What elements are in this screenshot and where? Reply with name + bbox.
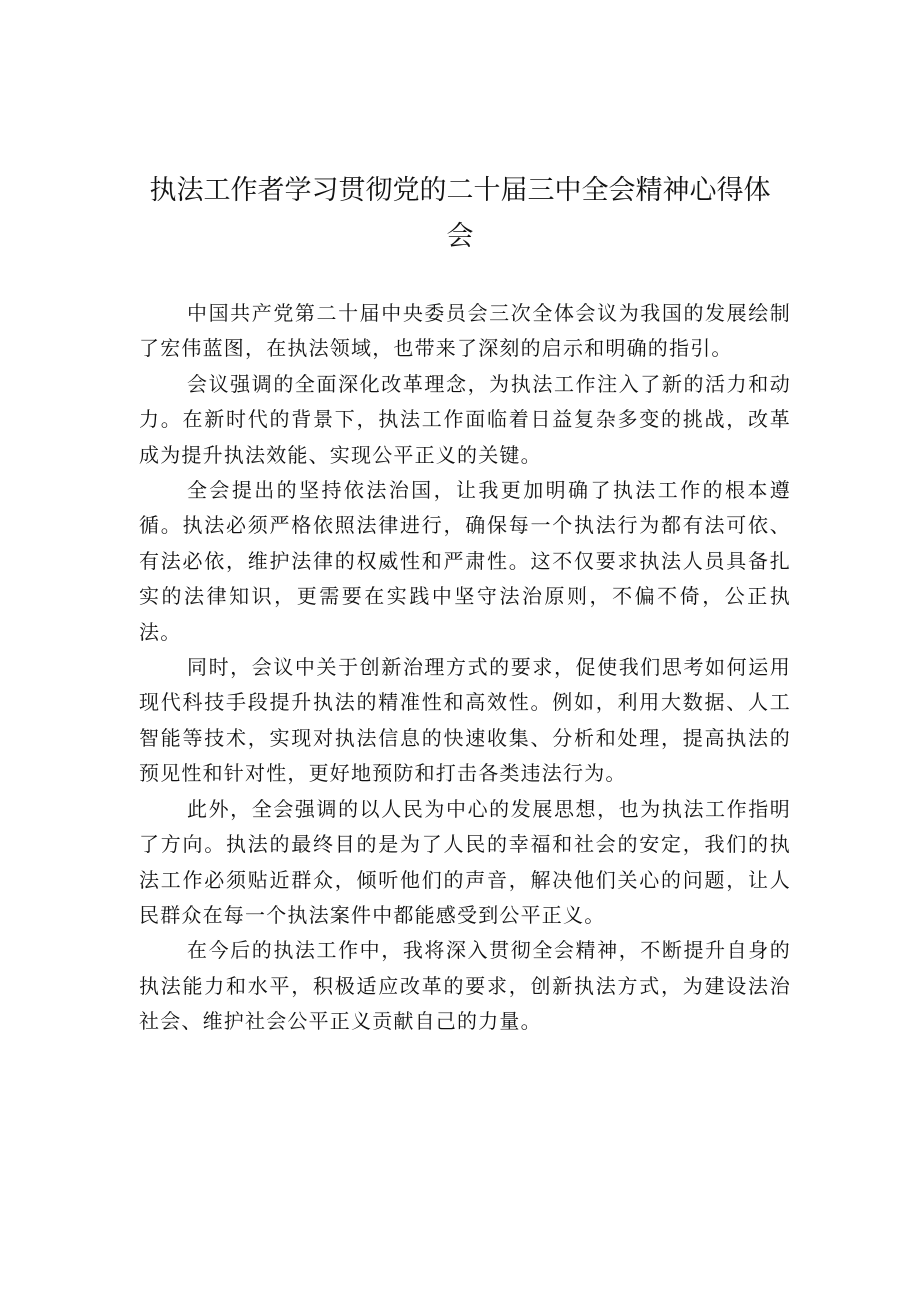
document-title: 执法工作者学习贯彻党的二十届三中全会精神心得体会 xyxy=(149,175,771,252)
document-body xyxy=(139,296,791,1040)
paragraph-5: 此外，全会强调的以人民为中心的发展思想，也为执法工作指明了方向。执法的最终目的是为了人民的幸福和社会的安定，我们的执法工作必须贴近群众，倾听他们的声音，解决他们关心的问题，让人民群众在每一个执法案件中都能感受到公平正义。 xyxy=(139,796,791,927)
paragraph-4: 同时，会议中关于创新治理方式的要求，促使我们思考如何运用现代科技手段提升执法的精准性和高效性。例如，利用大数据、人工智能等技术，实现对执法信息的快速收集、分析和处理，提高执法的预见性和针对性，更好地预防和打击各类违法行为。 xyxy=(139,655,791,786)
paragraph-3: 全会提出的坚持依法治国，让我更加明确了执法工作的根本遵循。执法必须严格依照法律进行，确保每一个执法行为都有法可依、有法必依，维护法律的权威性和严肃性。这不仅要求执法人员具备扎实的法律知识，更需要在实践中坚守法治原则，不偏不倚，公正执法。 xyxy=(139,478,791,644)
paragraph-1: 中国共产党第二十届中央委员会三次全体会议为我国的发展绘制了宏伟蓝图，在执法领域，也带来了深刻的启示和明确的指引。 xyxy=(139,301,791,361)
paragraph-6: 在今后的执法工作中，我将深入贯彻全会精神，不断提升自身的执法能力和水平，积极适应改革的要求，创新执法方式，为建设法治社会、维护社会公平正义贡献自己的力量。 xyxy=(139,938,791,1034)
paragraph-2: 会议强调的全面深化改革理念，为执法工作注入了新的活力和动力。在新时代的背景下，执法工作面临着日益复杂多变的挑战，改革成为提升执法效能、实现公平正义的关键。 xyxy=(139,371,791,467)
